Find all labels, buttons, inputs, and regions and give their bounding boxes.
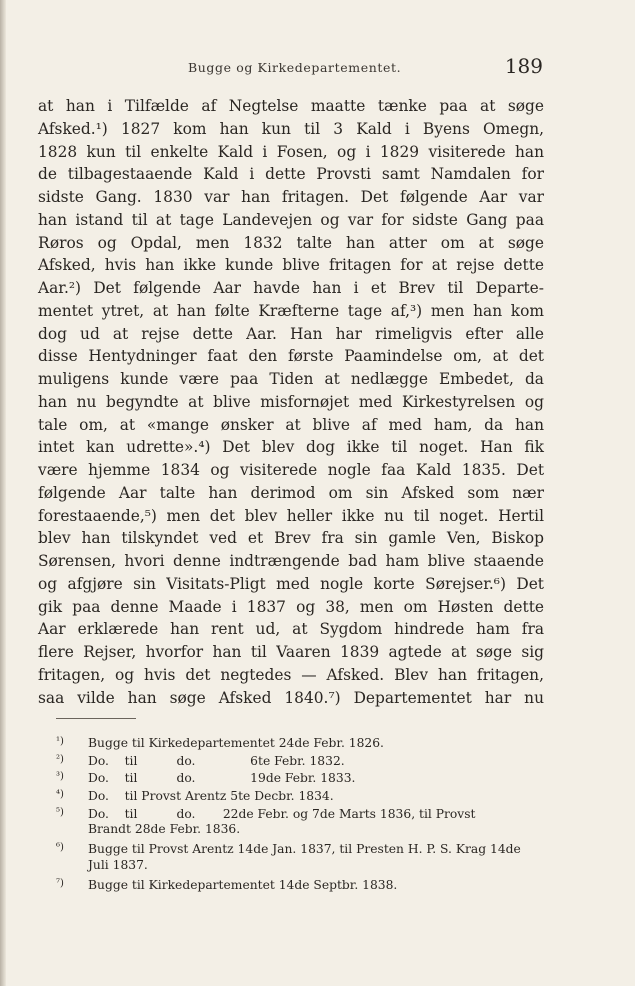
body-line: flere Rejser, hvorfor han til Vaaren 1839 agtede at søge sig	[38, 643, 544, 661]
footnote	[56, 768, 550, 786]
footnote-marker: ⁶)	[56, 842, 64, 854]
footnote	[56, 751, 550, 769]
footnote-text: Bugge til Provst Arentz 14de Jan. 1837, til Presten H. P. S. Krag 14de	[88, 842, 521, 857]
footnote	[56, 786, 550, 804]
footnote	[56, 875, 550, 893]
body-line: gik paa denne Maade i 1837 og 38, men om Høsten dette	[38, 597, 544, 616]
body-line: tale om, at «mange ønsker at blive af med ham, da han	[38, 415, 544, 434]
footnote-marker: ⁴)	[56, 789, 64, 801]
running-title: Bugge og Kirkedepartementet.	[188, 60, 402, 75]
body-line: Røros og Opdal, men 1832 talte han atter om at søge	[38, 233, 544, 252]
body-line: 1828 kun til enkelte Kald i Fosen, og i 1829 visiterede han	[38, 142, 544, 161]
body-line: han istand til at tage Landevejen og var for sidste Gang paa	[38, 210, 544, 229]
body-line: Afsked.¹) 1827 kom han kun til 3 Kald i Byens Omegn,	[38, 119, 544, 138]
body-line: dog ud at rejse dette Aar. Han har rimeligvis efter alle	[38, 324, 544, 343]
body-line: fritagen, og hvis det negtedes — Afsked. Blev han fritagen,	[38, 665, 544, 684]
page-binding-edge	[0, 0, 6, 986]
body-line: sidste Gang. 1830 var han fritagen. Det følgende Aar var	[38, 188, 544, 206]
body-line: forestaaende,⁵) men det blev heller ikke nu til noget. Hertil	[38, 506, 544, 525]
footnote	[56, 839, 550, 857]
footnote-text: Bugge til Kirkedepartementet 14de Septbr. 1838.	[88, 877, 398, 892]
footnote-separator	[56, 718, 136, 719]
footnote-marker: ⁵)	[56, 806, 64, 818]
footnote-marker: ¹)	[56, 736, 64, 747]
footnote-marker: ²)	[56, 753, 64, 765]
footnote-continuation: Juli 1837.	[88, 857, 148, 872]
body-line: følgende Aar talte han derimod om sin Afsked som nær	[38, 483, 544, 502]
footnote-text: Do. til do. 6te Febr. 1832.	[88, 753, 345, 768]
body-line: muligens kunde være paa Tiden at nedlægge Embedet, da	[38, 370, 544, 388]
footnote-text: Do. til do. 22de Febr. og 7de Marts 1836, til Provst	[88, 806, 476, 821]
body-line: mentet ytret, at han følte Kræfterne tage af,³) men han kom	[38, 301, 544, 320]
body-line: Aar erklærede han rent ud, at Sygdom hindrede ham fra	[38, 620, 544, 639]
body-line: blev han tilskyndet ved et Brev fra sin gamle Ven, Biskop	[38, 529, 544, 548]
body-line: Aar.²) Det følgende Aar havde han i et Brev til Departe-	[38, 279, 544, 297]
footnote	[56, 733, 550, 751]
body-line: han nu begyndte at blive misfornøjet med Kirkestyrelsen og	[38, 392, 544, 411]
body-line: Sørensen, hvori denne indtrængende bad ham blive staaende	[38, 552, 544, 570]
page-number: 189	[504, 54, 543, 78]
footnote-marker: ⁷)	[56, 877, 64, 889]
body-line: de tilbagestaaende Kald i dette Provsti samt Namdalen for	[38, 165, 544, 184]
footnote-text: Do. til Provst Arentz 5te Decbr. 1834.	[88, 789, 334, 804]
body-line: og afgjøre sin Visitats-Pligt med nogle korte Sørejser.⁶) Det	[38, 574, 544, 593]
footnote-continuation: Brandt 28de Febr. 1836.	[88, 822, 241, 837]
running-header	[0, 54, 635, 84]
body-line: Afsked, hvis han ikke kunde blive fritagen for at rejse dette	[38, 256, 544, 275]
body-line: være hjemme 1834 og visiterede nogle faa Kald 1835. Det	[38, 461, 544, 479]
footnote	[56, 804, 550, 822]
footnote-text: Do. til do. 19de Febr. 1833.	[88, 771, 356, 786]
body-line: disse Hentydninger faat den første Paamindelse om, at det	[38, 347, 544, 366]
body-paragraph	[38, 95, 544, 709]
footnote-marker: ³)	[56, 771, 64, 783]
body-line: saa vilde han søge Afsked 1840.⁷) Departementet har nu	[38, 688, 544, 707]
body-line: intet kan udrette».⁴) Det blev dog ikke til noget. Han fik	[38, 438, 544, 457]
body-line: at han i Tilfælde af Negtelse maatte tænke paa at søge	[38, 97, 544, 115]
footnote-text: Bugge til Kirkedepartementet 24de Febr. 1826.	[88, 736, 384, 750]
footnotes	[56, 733, 550, 892]
